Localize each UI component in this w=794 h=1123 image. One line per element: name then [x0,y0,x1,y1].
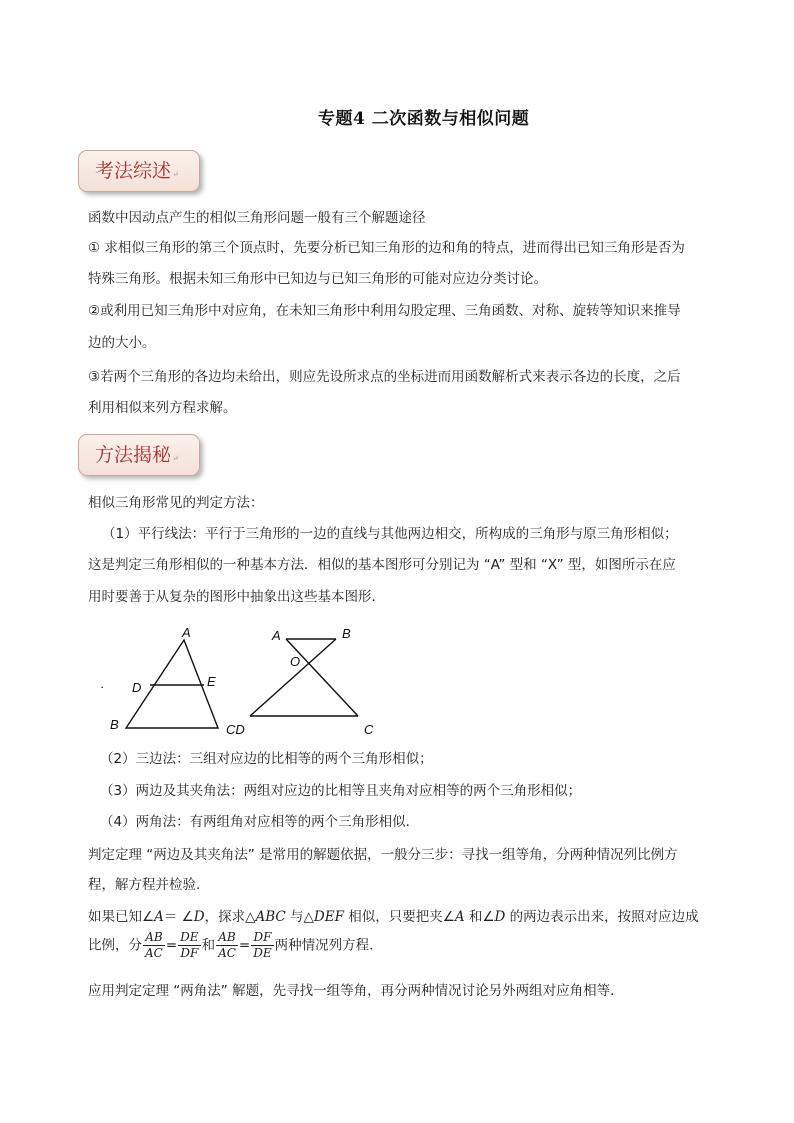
method-1: （1）平行线法：平行于三角形的一边的直线与其他两边相交，所构成的三角形与原三角形相似； [102,526,678,542]
numerator: DE [180,930,199,944]
fraction-df-de [251,930,273,961]
equals-sign: = [165,937,178,954]
denominator: DE [253,946,272,960]
label-cd: CD [226,722,245,737]
label-b: B [342,626,351,641]
denominator: DF [180,946,199,960]
method-1-note-b: 用时要善于从复杂的图形中抽象出这些基本图形． [88,589,385,605]
label-d: D [132,680,142,695]
math-var: DEF [313,909,344,925]
math-var: ABC [255,909,286,925]
method-4: （4）两角法：有两组角对应相等的两个三角形相似． [100,814,420,830]
theorem-1b: 程，解方程并检验． [88,877,210,893]
theorem-1a: 判定定理 “两边及其夹角法” 是常用的解题依据，一般分三步：寻找一组等角，分两种情况列比例方 [88,847,678,863]
paragraph-mark-icon: ↵ [172,454,179,463]
numerator: AB [216,930,238,946]
method-3: （3）两边及其夹角法：两组对应边的比相等且夹角对应相等的两个三角形相似； [100,783,582,799]
section-heading-methods [78,434,200,476]
overview-paragraph-4b: 利用相似来列方程求解。 [88,400,237,416]
fraction-de-df [178,930,200,961]
text-run: 与△ [285,909,314,925]
equals-sign: = [238,937,251,954]
text-run: ，探求△ [204,909,256,925]
a-type-figure [101,625,218,732]
section-heading-overview-label: 考法综述 [95,160,172,182]
label-c: C [364,722,374,737]
label-e: E [207,674,216,689]
text-run: 两种情况列方程． [274,937,383,954]
segment-ac [286,639,358,716]
theorem-2b [88,930,383,961]
overview-paragraph-1: 函数中因动点产生的相似三角形问题一般有三个解题途径 [88,210,426,226]
overview-paragraph-3a: ②或利用已知三角形中对应角，在未知三角形中利用勾股定理、三角函数、对称、旋转等知识来推导 [88,303,681,319]
overview-paragraph-2a: ① 求相似三角形的第三个顶点时，先要分析已知三角形的边和角的特点，进而得出已知三角形是否为 [88,240,685,256]
numerator: AB [143,930,165,946]
text-run: ＝ ∠ [163,909,194,925]
x-type-figure [226,626,374,737]
label-b: B [110,717,119,732]
math-var: D [193,909,205,925]
label-a: A [182,625,191,640]
numerator: DF [251,930,273,946]
overview-paragraph-3b: 边的大小。 [88,335,156,351]
theorem-3: 应用判定定理 “两角法” 解题，先寻找一组等角，再分两种情况讨论另外两组对应角相等． [88,983,624,999]
overview-paragraph-2b: 特殊三角形。根据未知三角形中已知边与已知三角形的可能对应边分类讨论。 [88,271,547,287]
stray-dot: . [101,676,105,691]
text-run: 如果已知∠ [88,909,155,925]
text-run: 的两边表示出来，按照对应边成 [505,909,699,925]
section-heading-overview [78,150,200,192]
denominator: AC [218,946,236,960]
math-var: A [154,909,164,925]
text-run: 比例，分 [88,937,142,954]
theorem-2a [88,908,699,927]
methods-intro: 相似三角形常见的判定方法： [88,495,264,511]
denominator: AC [145,946,163,960]
segment-bd [250,639,336,716]
text-run: 和 [201,937,216,954]
fraction-ab-ac [216,930,238,961]
method-1-note-a: 这是判定三角形相似的一种基本方法．相似的基本图形可分别记为 “A” 型和 “X” 型，如图所示在应 [88,557,676,573]
label-o: O [290,654,301,669]
math-var: A [454,909,465,925]
fraction-ab-ac [143,930,165,961]
label-a: A [272,628,281,643]
page-title: 专题4 二次函数与相似问题 [318,109,530,129]
similar-triangles-figure [96,622,396,738]
text-run: 和∠ [464,909,495,925]
section-heading-methods-label: 方法揭秘 [95,444,172,466]
overview-paragraph-4a: ③若两个三角形的各边均未给出，则应先设所求点的坐标进而用函数解析式来表示各边的长度，之后 [88,369,681,385]
method-2: （2）三边法：三组对应边的比相等的两个三角形相似； [100,751,433,767]
math-var: D [494,909,506,925]
paragraph-mark-icon: ↵ [172,170,179,179]
text-run: 相似，只要把夹∠ [343,909,455,925]
